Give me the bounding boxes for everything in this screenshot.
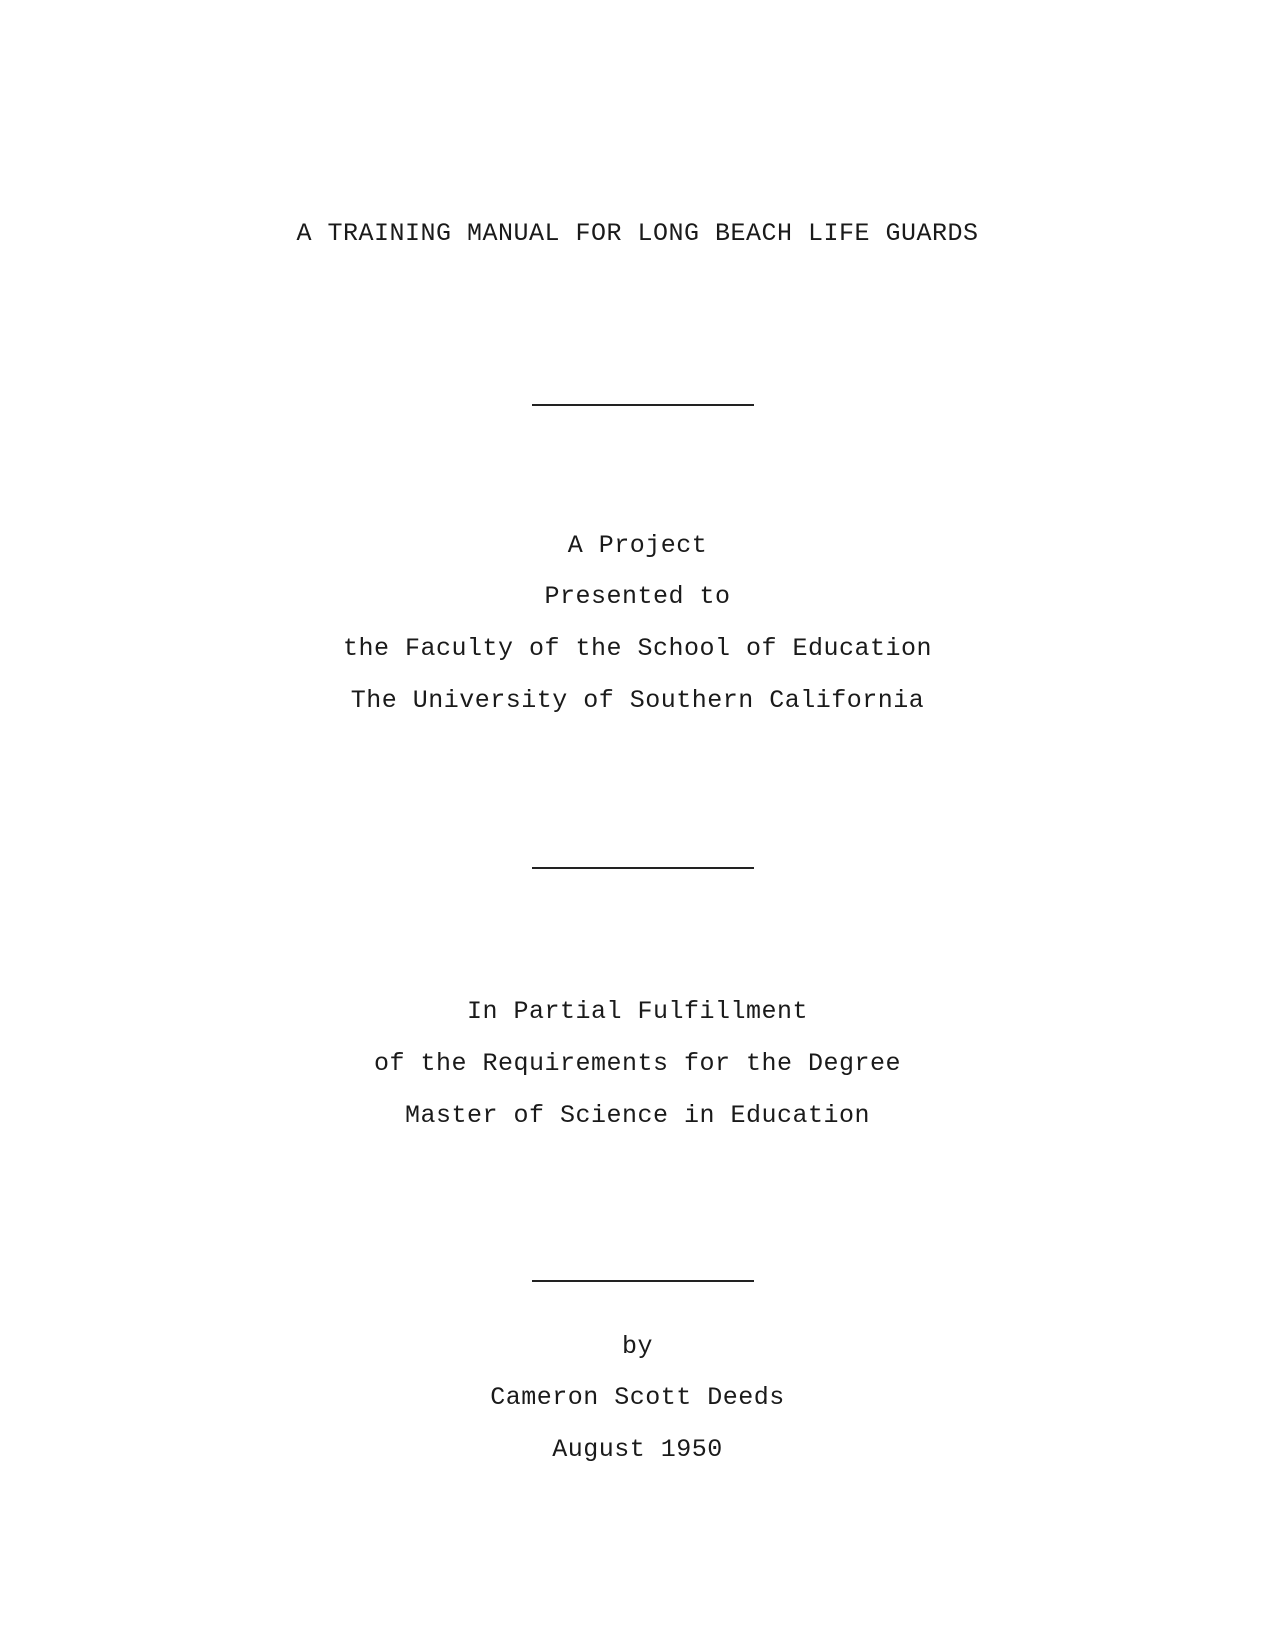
presentation-line-project: A Project (567, 531, 708, 560)
document-title: A TRAINING MANUAL FOR LONG BEACH LIFE GUARDS (296, 219, 979, 248)
divider-rule-2 (532, 867, 754, 869)
presentation-line-university: The University of Southern California (350, 686, 925, 715)
fulfillment-line-requirements: of the Requirements for the Degree (373, 1049, 902, 1078)
divider-rule-1 (532, 404, 754, 406)
submission-date: August 1950 (552, 1435, 723, 1464)
fulfillment-line-partial: In Partial Fulfillment (466, 997, 809, 1026)
divider-rule-3 (532, 1280, 754, 1282)
byline-by: by (621, 1332, 653, 1361)
author-name: Cameron Scott Deeds (490, 1383, 785, 1412)
presentation-line-presented: Presented to (544, 582, 731, 611)
presentation-line-faculty: the Faculty of the School of Education (342, 634, 933, 663)
fulfillment-line-degree: Master of Science in Education (404, 1101, 871, 1130)
